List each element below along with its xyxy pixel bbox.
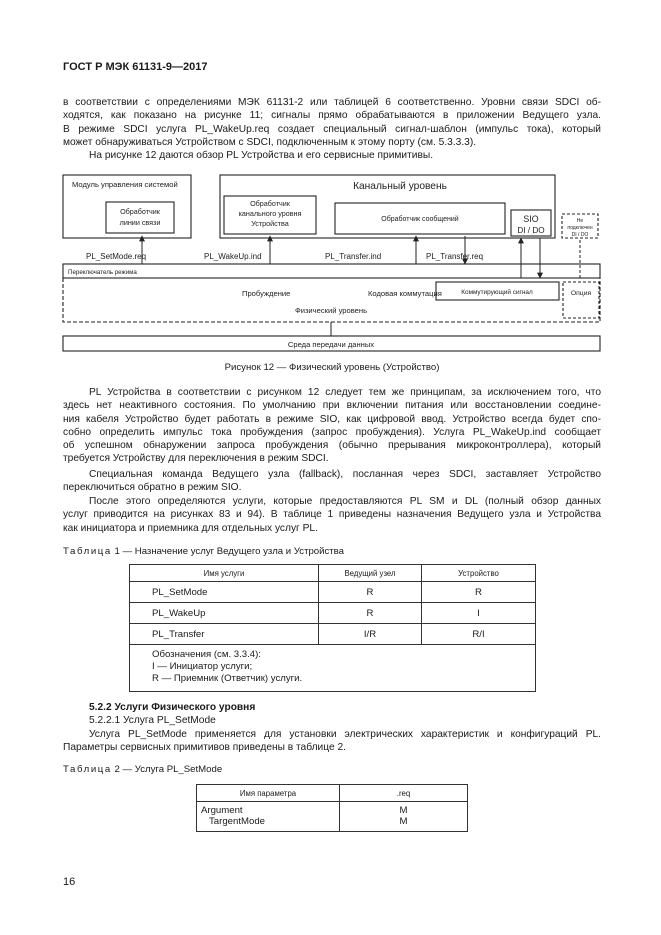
page-number: 16 [63,876,76,888]
parameter-value: M [399,805,408,816]
text-line: ния кабеля Устройство будет работать в режиме SIO, как цифровой ввод. Устройство всегда будет спо- [63,413,601,425]
text-line: ходятся, как показано на рисунке 11; сигналы прямо обрабатываются в приложении Ведущего узла. [63,110,601,122]
transfer-req-label: PL_Transfer.req [426,252,484,261]
parameter-names [197,802,340,832]
not-connected-label: DI / DO [571,232,589,238]
document-header: ГОСТ Р МЭК 61131-9—2017 [63,61,208,73]
subsection-heading: 5.2.2.1 Услуга PL_SetMode [89,715,216,727]
intro-paragraph [63,96,601,162]
medium-label: Среда передачи данных [287,340,375,349]
table-row [197,802,468,832]
sio-label: SIO [523,214,539,224]
table-row [130,582,536,603]
parameter-name: Argument [201,805,243,816]
service-name: PL_WakeUp [130,603,319,624]
table-caption-label: Таблица [63,546,112,557]
table-caption-label: Таблица [63,764,112,775]
note-line: Обозначения (см. 3.3.4): [152,649,261,660]
physical-layer-diagram [60,168,604,354]
text-line: требуется Устройству для переключения в режим SDCI. [63,453,329,465]
service-name: PL_SetMode [130,582,319,603]
text-line: Услуга PL_SetMode применяется для установки электрических характеристик и конфигураций PL. [89,728,601,740]
table-header-row [130,565,536,582]
service-name: PL_Transfer [130,624,319,645]
text-line: об успешном обнаружении запроса пробуждения (обычно прерывания микроконтроллера), который [63,440,601,452]
text-line: как инициатора и приемника для отдельных услуг PL. [63,522,318,534]
line-handler-label: Обработчик [120,207,160,216]
setmode-parameter-table [196,784,468,832]
table-row [130,624,536,645]
table-caption-text: 1 — Назначение услуг Ведущего узла и Устройства [114,546,345,557]
section-heading: 5.2.2 Услуги Физического уровня [89,702,256,713]
text-line: может обнаруживаться Устройством с SDCI, подключенным к этому порту (см. 5.3.3.3). [63,136,477,148]
master-value: R [319,603,422,624]
device-value: R [422,582,536,603]
text-line: После этого определяются услуги, которые предоставляются PL SM и DL (полный обзор данных [89,496,601,507]
note-line: I — Инициатор услуги; [152,661,253,672]
body-paragraph [63,495,601,535]
dl-handler-label: Устройства [251,219,289,228]
table-notes-row [130,645,536,692]
option-label: Опция [570,290,592,297]
master-value: I/R [319,624,422,645]
figure-caption: Рисунок 12 — Физический уровень (Устройство) [224,362,440,373]
body-paragraph [63,468,601,495]
device-value: R/I [422,624,536,645]
table-header-row [197,785,468,802]
text-line: в соответствии с определениями МЭК 61131-2 или таблицей 6 соответственно. Уровни связи SDCI об- [63,97,601,108]
table-caption-text: 2 — Услуга PL_SetMode [114,764,223,775]
table-row [130,603,536,624]
data-link-layer-label: Канальный уровень [353,181,447,192]
not-connected-label: подключен [567,225,593,231]
parameter-name: TargentMode [209,816,265,827]
section-5-2-2 [63,701,601,754]
device-value: I [422,603,536,624]
column-header: Устройство [422,565,536,582]
text-line: Специальная команда Ведущего узла (fallback), посланная через SDCI, заставляет Устройство [89,469,601,480]
wakeup-block-label: Пробуждение [242,289,291,298]
text-line: переключиться обратно в режим SIO. [63,482,242,494]
note-line: R — Приемник (Ответчик) услуги. [152,673,303,684]
mode-switch-bar [63,264,600,278]
column-header: Имя услуги [130,565,319,582]
body-paragraph [63,386,601,466]
table-notes [130,645,536,692]
system-module-label: Модуль управления системой [72,180,178,189]
line-handler-label: линии связи [119,218,161,227]
column-header: Имя параметра [197,785,340,802]
column-header: Ведущий узел [319,565,422,582]
dl-handler-label: канального уровня [238,209,302,218]
not-connected-label: Не [576,218,584,224]
text-line: услуг приводится на рисунках 83 и 94). В таблице 1 приведены назначения Ведущего узла и Устройства [63,509,601,521]
message-handler-label: Обработчик сообщений [381,216,459,223]
text-line: В режиме SDCI услуга PL_WakeUp.req создает специальный сигнал-шаблон (импульс тока), который [63,123,601,135]
text-line: PL Устройства в соответствии с рисунком 12 следует тем же принципам, за исключением того, что [89,387,601,398]
parameter-values [340,802,468,832]
mode-switch-label: Переключатель режима [68,269,137,276]
table1-caption [63,546,344,557]
wakeup-label: PL_WakeUp.ind [204,252,262,261]
master-value: R [319,582,422,603]
physical-layer-label: Физический уровень [294,306,368,315]
transfer-ind-label: PL_Transfer.ind [325,252,382,261]
text-line: здесь нет неактивного состояния. По умолчанию при включении питания или восстановлении соедине- [63,400,601,412]
switch-signal-label: Коммутирующий сигнал [461,289,533,296]
text-line: На рисунке 12 даются обзор PL Устройства и его сервисные примитивы. [89,150,434,162]
text-line: Параметры сервисных примитивов приведены в таблице 2. [63,741,346,753]
code-switch-label: Кодовая коммутация [368,289,442,298]
column-header: .req [340,785,468,802]
option-box [563,282,599,318]
sio-label: DI / DO [517,226,545,235]
table2-caption [63,764,222,775]
setmode-label: PL_SetMode.req [86,252,147,261]
parameter-value: M [399,816,408,827]
text-line: собно определить импульс тока пробуждения (запрос пробуждения). Услуга PL_WakeUp.ind сообщает [63,426,601,438]
service-assignment-table [129,564,536,692]
dl-handler-label: Обработчик [250,199,290,208]
